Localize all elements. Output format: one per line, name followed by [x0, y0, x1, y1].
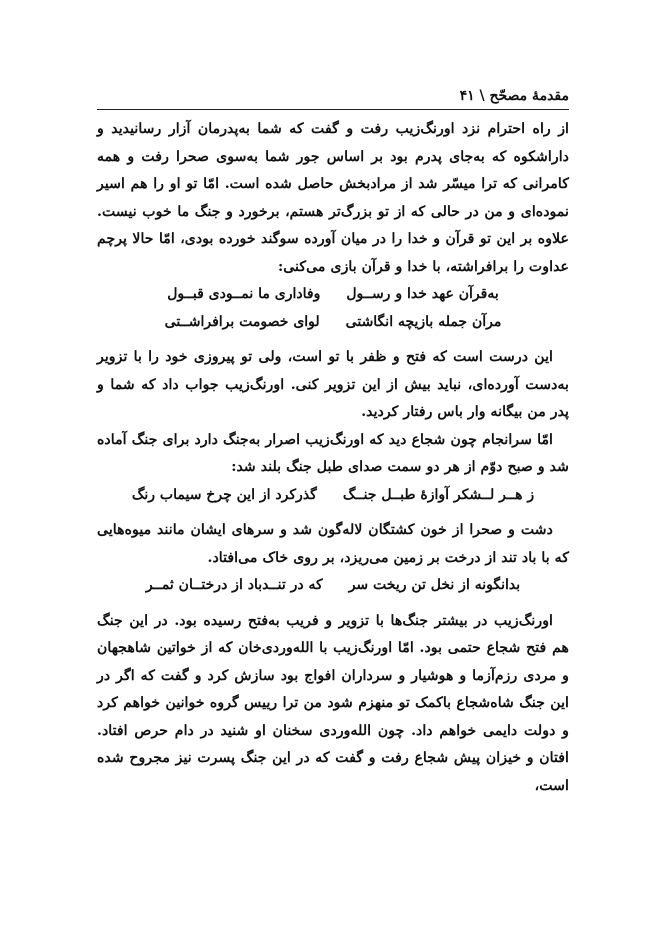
verse-2: [97, 309, 569, 337]
verse-4-hemistich-1: بدانگونه از نخل تن ریخت سر: [348, 577, 521, 593]
page-body: [97, 116, 569, 800]
verse-4-hemistich-2: که در تنــدباد از درختــان ثمــر: [145, 577, 323, 593]
paragraph-4: دشت و صحرا از خون کشتگان لاله‌گون شد و سرهای ایشان مانند میوه‌هایی که با باد تند از درخت بر زمین می‌ریزد، بر روی خاک می‌افتاد.: [97, 522, 569, 566]
verse-2-hemistich-2: لوای خصومت برافراشــتی: [164, 313, 320, 330]
verse-2-hemistich-1: مرآن جمله بازیچه انگاشتی: [345, 313, 502, 330]
paragraph-5: اورنگ‌زیب در بیشتر جنگ‌ها با تزویر و فریب به‌فتح رسیده بود. در این جنگ هم فتح شجاع حتمی بود. امّا اورنگ‌زیب با الله‌وردی‌خان که از خواتین شاهجهان و مردی رزم‌آزما و هوشیار و سرداران افواج بود سازش کرد و گفت که اگر در این جنگ شاه‌شجاع باکمک تو منهزم شود من ترا رییس گروه خوانین خواهم کرد و دولت دایمی خواهم داد. چون الله‌وردی سخنان او شنید در دام حرص افتاد. افتان و خیزان پیش شجاع رفت و گفت که در این جنگ پسرت نیز مجروح شده است،: [97, 612, 569, 794]
verse-4: [97, 572, 569, 600]
paragraph-3: امّا سرانجام چون شجاع دید که اورنگ‌زیب اصرار به‌جنگ دارد برای جنگ آماده شد و صبح دوّم از هر دو سمت صدای طبل جنگ بلند شد:: [97, 431, 569, 475]
verse-3-hemistich-1: ز هــر لــشکر آوازهٔ طبــل جنــگ: [342, 486, 535, 503]
verse-1: [97, 281, 569, 309]
running-header: مقدمهٔ مصحّح \ ۴۱: [459, 88, 569, 104]
spacer: [97, 336, 569, 344]
verse-1-hemistich-1: به‌قرآن عهد خدا و رســول: [346, 286, 499, 302]
header-divider: [97, 109, 569, 110]
paragraph-1: از راه احترام نزد اورنگ‌زیب رفت و گفت که شما به‌پدرمان آزار رسانیدید و داراشکوه که به‌جای پدرم بود بر اساس جور شما به‌سوی صحرا رفت و همه کامرانی که ترا میسّر شد از مرادبخش حاصل شده است. امّا تو او را هم اسیر نموده‌ای و من در حالی که از تو بزرگ‌تر هستم، برخورد و جنگ ما خوب نیست. علاوه بر این تو قرآن و خدا را در میان آورده سوگند خورده بودی، امّا حالا پرچم عداوت را برافراشته، با خدا و قرآن بازی می‌کنی:: [97, 121, 569, 275]
spacer: [97, 509, 569, 517]
spacer: [97, 600, 569, 608]
verse-3-hemistich-2: گذرکرد از این چرخ سیماب رنگ: [131, 486, 317, 503]
verse-3: [97, 482, 569, 510]
verse-1-hemistich-2: وفاداری ما نمــودی قبــول: [167, 286, 321, 302]
paragraph-2: این درست است که فتح و ظفر با تو است، ولی تو پیروزی خود را با تزویر به‌دست آورده‌ای، نباید بیش از این تزویر کنی. اورنگ‌زیب جواب داد که شما و پدر من بیگانه وار باس رفتار کردید.: [97, 349, 569, 420]
